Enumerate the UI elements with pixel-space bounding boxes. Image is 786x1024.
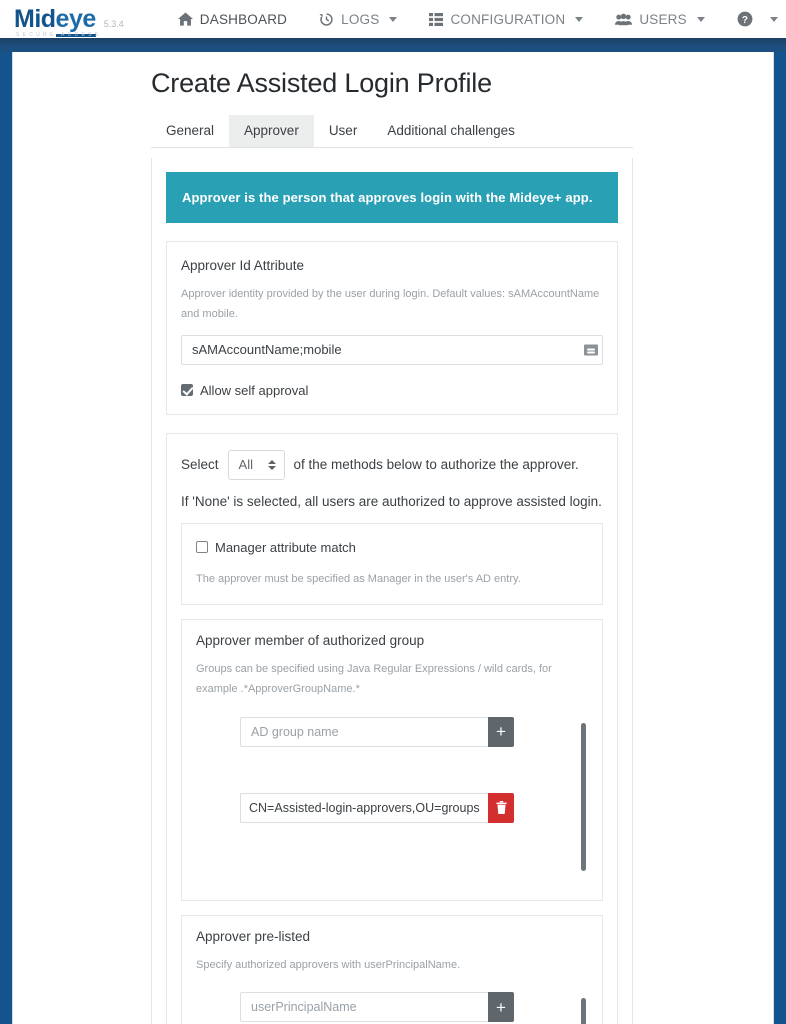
chevron-down-icon [697,17,705,22]
approver-id-attribute-title: Approver Id Attribute [181,258,305,273]
profile-tabs [151,115,633,148]
nav-item-dashboard[interactable] [162,6,303,33]
trash-icon [496,801,507,814]
approver-pre-listed-hint: Specify authorized approvers with userPrincipalName. [196,958,461,971]
nav-item-users[interactable] [599,6,721,33]
approver-pre-listed-add-input[interactable] [240,992,488,1022]
brand-logo-text [14,4,102,38]
users-icon [615,13,632,26]
method-select-prefix: Select [181,457,219,473]
authorization-methods-panel [166,433,618,1024]
brand-logo-part1: Mid [14,4,56,33]
nav-items [162,5,786,33]
version-label: 5.3.4 [103,18,124,29]
chevron-down-icon [575,17,583,22]
chevron-down-icon [770,17,778,22]
allow-self-approval-label: Allow self approval [200,382,309,398]
nav-item-logs[interactable] [303,6,413,33]
authorized-group-entry-input[interactable] [240,793,488,823]
approver-pre-listed-add-button[interactable]: + [488,992,514,1022]
frame-top-bar [0,38,786,52]
authorized-group-add-button[interactable]: + [488,717,514,747]
authorized-group-entry-row [240,793,514,823]
approver-id-attribute-panel [166,241,618,415]
tab-approver[interactable]: Approver [229,115,314,147]
approver-pre-listed-panel [181,915,603,1024]
page-container [12,52,774,1024]
chevron-down-icon [389,17,397,22]
frame-right-border [774,52,786,1024]
history-icon [319,12,334,27]
method-select-note: If 'None' is selected, all users are authorized to approve assisted login. [181,493,602,509]
allow-self-approval-row[interactable] [181,383,603,398]
nav-item-configuration[interactable] [413,6,599,33]
nav-item-dashboard-label: DASHBOARD [199,11,288,27]
approver-pre-listed-add-row [240,992,514,1022]
brand-logo[interactable] [0,4,134,38]
approver-id-attribute-hint: Approver identity provided by the user during login. Default values: sAMAccountName and mobile. [181,288,600,321]
manager-attribute-match-label: Manager attribute match [215,539,356,555]
nav-item-users-label: USERS [639,11,687,27]
top-navigation-bar [0,0,786,38]
tab-general[interactable]: General [166,123,215,138]
manager-attribute-match-hint: The approver must be specified as Manager in the user's AD entry. [196,572,521,585]
manager-attribute-match-row[interactable] [196,540,588,555]
allow-self-approval-checkbox[interactable] [181,384,193,396]
page-title: Create Assisted Login Profile [151,68,492,98]
page-content [13,52,773,1024]
authorized-group-list [196,717,588,887]
authorized-group-delete-button[interactable] [488,793,514,823]
svg-text:?: ? [741,14,748,26]
authorized-group-scrollbar[interactable] [581,723,586,871]
method-select-value: All [238,457,253,473]
approver-tab-panel [151,158,633,1024]
select-arrows-icon [268,460,276,470]
method-select-row [181,450,603,480]
manager-attribute-match-panel [181,523,603,605]
brand-logo-part2: eye [56,5,96,37]
approver-id-attribute-input[interactable] [181,335,603,365]
authorized-group-title: Approver member of authorized group [196,633,425,649]
grid-icon [429,13,443,26]
authorized-group-panel [181,619,603,901]
home-icon [178,12,193,26]
approver-pre-listed-list [196,992,588,1024]
tab-additional-challenges[interactable]: Additional challenges [387,123,515,138]
keyboard-icon[interactable] [584,344,598,355]
manager-attribute-match-checkbox[interactable] [196,541,208,553]
method-select-suffix: of the methods below to authorize the approver. [293,457,579,473]
authorized-group-add-row [240,717,514,747]
approver-id-attribute-input-wrap [181,335,603,365]
authorized-group-hint: Groups can be specified using Java Regular Expressions / wild cards, for example .*ApproverGroupName.* [196,663,552,696]
approver-pre-listed-title: Approver pre-listed [196,928,311,944]
method-select[interactable] [228,450,285,480]
nav-item-configuration-label: CONFIGURATION [450,11,566,27]
brand-tagline: SECURE ACCESS [16,31,102,38]
help-icon [737,11,753,27]
authorized-group-add-input[interactable] [240,717,488,747]
nav-item-logs-label: LOGS [341,11,380,27]
info-banner: Approver is the person that approves login with the Mideye+ app. [166,172,618,223]
nav-item-help[interactable] [721,5,786,33]
frame-left-border [0,52,12,1024]
tab-user[interactable]: User [328,123,358,138]
approver-pre-listed-scrollbar[interactable] [581,998,586,1024]
